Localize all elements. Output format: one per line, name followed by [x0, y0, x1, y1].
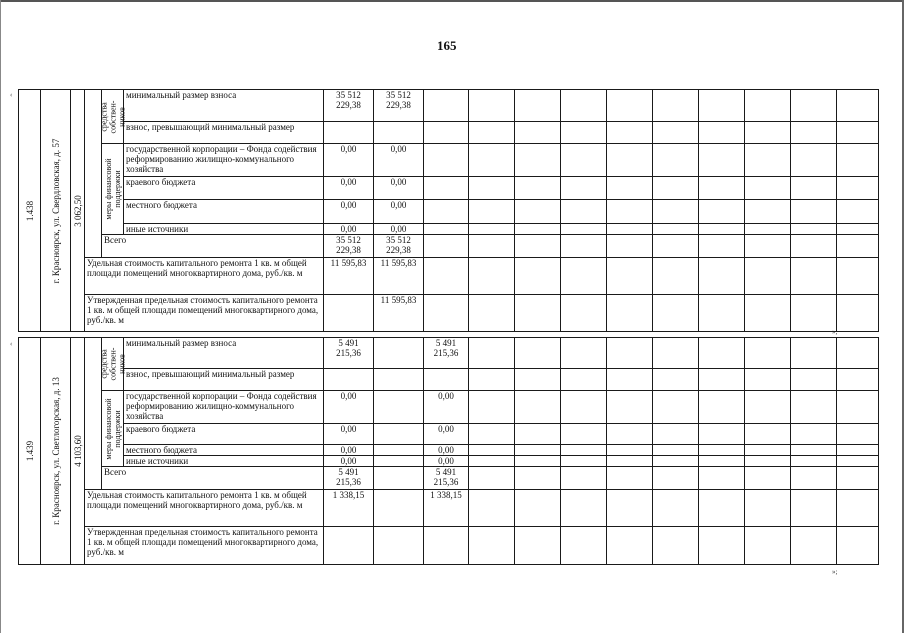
label-unit-cost: Удельная стоимость капитального ремонта 1 кв. м общей площади помещений многоквартирного дома, руб./кв. м [85, 490, 324, 527]
value-cell [424, 224, 469, 235]
area-cell [71, 90, 85, 332]
value-cell: 0,00 [424, 456, 469, 467]
empty-cell [561, 258, 607, 295]
empty-cell [791, 445, 837, 456]
empty-cell [561, 527, 607, 565]
value-cell: 35 512 229,38 [374, 235, 424, 258]
empty-cell [469, 445, 515, 456]
empty-cell [469, 467, 515, 490]
empty-cell [699, 445, 745, 456]
empty-cell [745, 391, 791, 424]
label-limit-cost: Утвержденная предельная стоимость капитального ремонта 1 кв. м общей площади помещений многоквартирного дома, руб./кв. м [85, 527, 324, 565]
empty-cell [791, 338, 837, 369]
value-cell: 0,00 [374, 200, 424, 224]
value-cell: 0,00 [374, 177, 424, 200]
empty-cell [699, 527, 745, 565]
value-cell: 1 338,15 [424, 490, 469, 527]
value-cell: 0,00 [324, 224, 374, 235]
value-cell: 0,00 [424, 391, 469, 424]
empty-cell [699, 90, 745, 122]
empty-cell [837, 90, 879, 122]
row-number-cell [19, 90, 41, 332]
empty-cell [607, 527, 653, 565]
empty-cell [699, 490, 745, 527]
empty-cell [561, 122, 607, 144]
empty-cell [561, 295, 607, 332]
empty-cell [837, 200, 879, 224]
empty-cell [469, 369, 515, 391]
value-cell: 0,00 [324, 391, 374, 424]
label-unit-cost: Удельная стоимость капитального ремонта 1 кв. м общей площади помещений многоквартирного дома, руб./кв. м [85, 258, 324, 295]
value-cell: 11 595,83 [324, 258, 374, 295]
empty-cell [607, 224, 653, 235]
value-cell: 0,00 [324, 445, 374, 456]
margin-mark-mid-right: »; [832, 328, 838, 336]
empty-cell [745, 338, 791, 369]
empty-cell [561, 467, 607, 490]
empty-cell [699, 456, 745, 467]
empty-cell [607, 200, 653, 224]
empty-cell [699, 144, 745, 177]
empty-cell [561, 391, 607, 424]
own-funds-group [99, 338, 126, 391]
empty-cell [653, 258, 699, 295]
value-cell [374, 391, 424, 424]
value-cell [424, 295, 469, 332]
empty-cell [653, 338, 699, 369]
empty-cell [515, 391, 561, 424]
value-cell: 0,00 [324, 144, 374, 177]
scan-edge-top [0, 0, 904, 2]
empty-cell [699, 258, 745, 295]
total-area: 3 062,50 [72, 194, 83, 227]
support-label: меры финансовой поддержки [103, 158, 122, 220]
empty-cell [699, 338, 745, 369]
empty-cell [791, 490, 837, 527]
empty-cell [469, 424, 515, 445]
value-cell [324, 527, 374, 565]
value-cell: 0,00 [324, 424, 374, 445]
address-cell [41, 90, 71, 332]
empty-cell [469, 338, 515, 369]
value-cell [374, 490, 424, 527]
empty-cell [791, 295, 837, 332]
empty-cell [837, 456, 879, 467]
empty-cell [699, 369, 745, 391]
page-number: 165 [437, 38, 457, 53]
own-funds-label: средства собствен-ников [99, 100, 126, 133]
empty-cell [699, 224, 745, 235]
area-cell [71, 338, 85, 565]
house-address: г. Красноярск, ул. Светлогорская, д. 13 [50, 377, 61, 525]
empty-cell [607, 445, 653, 456]
empty-cell [837, 527, 879, 565]
value-cell [424, 122, 469, 144]
scan-edge-left [0, 0, 1, 633]
margin-mark-mid-left: ‹ [10, 340, 13, 348]
empty-cell [791, 122, 837, 144]
value-cell [424, 258, 469, 295]
value-cell: 5 491 215,36 [324, 467, 374, 490]
empty-cell [837, 467, 879, 490]
empty-cell [653, 295, 699, 332]
label-min-contribution: минимальный размер взноса [124, 90, 324, 122]
empty-cell [607, 391, 653, 424]
empty-cell [653, 90, 699, 122]
own-funds-group [99, 90, 126, 144]
empty-cell [791, 200, 837, 224]
margin-mark-top-left: ‹ [10, 91, 13, 99]
empty-cell [699, 467, 745, 490]
label-other: иные источники [124, 456, 324, 467]
value-cell: 35 512 229,38 [324, 90, 374, 122]
empty-cell [515, 445, 561, 456]
value-cell [374, 338, 424, 369]
empty-cell [745, 456, 791, 467]
support-group [102, 391, 124, 467]
empty-cell [469, 456, 515, 467]
empty-cell [837, 144, 879, 177]
value-cell: 35 512 229,38 [324, 235, 374, 258]
empty-cell [607, 144, 653, 177]
value-cell: 5 491 215,36 [424, 338, 469, 369]
empty-cell [607, 90, 653, 122]
empty-cell [791, 235, 837, 258]
empty-cell [515, 177, 561, 200]
empty-cell [745, 467, 791, 490]
empty-cell [791, 144, 837, 177]
value-cell: 11 595,83 [374, 295, 424, 332]
empty-cell [561, 144, 607, 177]
empty-cell [607, 338, 653, 369]
empty-cell [745, 177, 791, 200]
empty-cell [561, 445, 607, 456]
housing-table-1-439 [18, 337, 879, 565]
empty-cell [515, 122, 561, 144]
empty-cell [607, 295, 653, 332]
empty-cell [837, 338, 879, 369]
empty-cell [653, 235, 699, 258]
empty-cell [745, 122, 791, 144]
empty-cell [653, 224, 699, 235]
value-cell [324, 369, 374, 391]
value-cell: 35 512 229,38 [374, 90, 424, 122]
label-over-min: взнос, превышающий минимальный размер [124, 369, 324, 391]
empty-cell [837, 424, 879, 445]
value-cell [424, 527, 469, 565]
empty-cell [837, 295, 879, 332]
empty-cell [791, 369, 837, 391]
empty-cell [699, 122, 745, 144]
empty-cell [469, 200, 515, 224]
value-cell [424, 369, 469, 391]
empty-cell [653, 177, 699, 200]
value-cell [374, 122, 424, 144]
empty-cell [745, 90, 791, 122]
empty-cell [515, 424, 561, 445]
value-cell: 0,00 [424, 424, 469, 445]
empty-cell [745, 235, 791, 258]
empty-cell [469, 224, 515, 235]
empty-cell [469, 90, 515, 122]
value-cell: 0,00 [324, 200, 374, 224]
label-local: местного бюджета [124, 445, 324, 456]
value-cell: 0,00 [374, 224, 424, 235]
value-cell [374, 456, 424, 467]
empty-cell [607, 424, 653, 445]
empty-cell [515, 200, 561, 224]
value-cell: 5 491 215,36 [324, 338, 374, 369]
value-cell: 0,00 [424, 445, 469, 456]
empty-cell [837, 177, 879, 200]
empty-cell [745, 258, 791, 295]
empty-cell [469, 490, 515, 527]
empty-cell [837, 490, 879, 527]
empty-cell [561, 200, 607, 224]
empty-cell [837, 224, 879, 235]
value-cell [424, 144, 469, 177]
empty-cell [561, 235, 607, 258]
empty-cell [653, 456, 699, 467]
value-cell: 11 595,83 [374, 258, 424, 295]
empty-cell [515, 295, 561, 332]
own-funds-label: средства собствен-ников [99, 347, 126, 381]
empty-cell [607, 490, 653, 527]
empty-cell [561, 224, 607, 235]
empty-cell [469, 258, 515, 295]
label-over-min: взнос, превышающий минимальный размер [124, 122, 324, 144]
label-local: местного бюджета [124, 200, 324, 224]
empty-cell [515, 527, 561, 565]
empty-cell [469, 122, 515, 144]
empty-cell [469, 177, 515, 200]
empty-cell [607, 235, 653, 258]
empty-cell [515, 258, 561, 295]
empty-cell [561, 424, 607, 445]
empty-cell [791, 424, 837, 445]
empty-cell [745, 490, 791, 527]
empty-cell [699, 200, 745, 224]
empty-cell [653, 200, 699, 224]
empty-cell [791, 177, 837, 200]
empty-cell [561, 369, 607, 391]
empty-cell [837, 122, 879, 144]
empty-cell [607, 258, 653, 295]
empty-cell [607, 456, 653, 467]
empty-cell [515, 90, 561, 122]
empty-cell [561, 338, 607, 369]
empty-cell [653, 369, 699, 391]
value-cell [374, 424, 424, 445]
label-limit-cost: Утвержденная предельная стоимость капитального ремонта 1 кв. м общей площади помещений многоквартирного дома, руб./кв. м [85, 295, 324, 332]
value-cell [374, 369, 424, 391]
value-cell: 0,00 [324, 456, 374, 467]
empty-cell [561, 90, 607, 122]
empty-cell [653, 467, 699, 490]
empty-cell [745, 424, 791, 445]
empty-cell [745, 144, 791, 177]
empty-cell [837, 235, 879, 258]
value-cell: 0,00 [374, 144, 424, 177]
empty-cell [699, 424, 745, 445]
empty-cell [515, 456, 561, 467]
label-fund: государственной корпорации – Фонда содействия реформированию жилищно-коммунального хозяйства [124, 391, 324, 424]
empty-cell [837, 391, 879, 424]
total-area: 4 103,60 [72, 435, 83, 467]
empty-cell [745, 445, 791, 456]
value-cell [424, 235, 469, 258]
empty-cell [469, 295, 515, 332]
empty-cell [699, 391, 745, 424]
empty-cell [745, 369, 791, 391]
empty-cell [653, 122, 699, 144]
empty-cell [469, 391, 515, 424]
label-regional: краевого бюджета [124, 424, 324, 445]
empty-cell [561, 490, 607, 527]
empty-cell [515, 490, 561, 527]
label-other: иные источники [124, 224, 324, 235]
empty-cell [699, 295, 745, 332]
row-number: 1.439 [24, 440, 35, 462]
empty-cell [791, 456, 837, 467]
value-cell [374, 527, 424, 565]
empty-cell [653, 490, 699, 527]
support-label: меры финансовой поддержки [103, 397, 122, 460]
empty-cell [699, 235, 745, 258]
margin-mark-bottom-right: »; [832, 568, 838, 576]
empty-cell [515, 144, 561, 177]
empty-cell [607, 369, 653, 391]
label-fund: государственной корпорации – Фонда содействия реформированию жилищно-коммунального хозяйства [124, 144, 324, 177]
empty-cell [791, 467, 837, 490]
empty-cell [469, 235, 515, 258]
empty-cell [561, 456, 607, 467]
empty-cell [653, 424, 699, 445]
label-min-contribution: минимальный размер взноса [124, 338, 324, 369]
empty-cell [607, 467, 653, 490]
value-cell [424, 177, 469, 200]
value-cell: 0,00 [324, 177, 374, 200]
empty-cell [837, 369, 879, 391]
empty-cell [653, 144, 699, 177]
empty-cell [745, 527, 791, 565]
label-regional: краевого бюджета [124, 177, 324, 200]
empty-cell [607, 177, 653, 200]
empty-cell [837, 258, 879, 295]
support-group [102, 144, 124, 235]
value-cell [374, 467, 424, 490]
value-cell [424, 90, 469, 122]
empty-cell [699, 177, 745, 200]
empty-cell [607, 122, 653, 144]
empty-cell [515, 338, 561, 369]
empty-cell [791, 258, 837, 295]
row-number: 1.438 [24, 200, 35, 221]
housing-table-1-438 [18, 89, 879, 332]
address-cell [41, 338, 71, 565]
empty-cell [837, 445, 879, 456]
value-cell: 5 491 215,36 [424, 467, 469, 490]
empty-cell [791, 391, 837, 424]
label-total: Всего [102, 467, 324, 490]
empty-cell [653, 445, 699, 456]
empty-cell [515, 369, 561, 391]
empty-cell [515, 467, 561, 490]
empty-cell [653, 527, 699, 565]
value-cell: 1 338,15 [324, 490, 374, 527]
empty-cell [469, 527, 515, 565]
empty-cell [561, 177, 607, 200]
house-address: г. Красноярск, ул. Свердловская, д. 57 [50, 138, 61, 283]
empty-cell [745, 200, 791, 224]
value-cell [424, 200, 469, 224]
value-cell [374, 445, 424, 456]
empty-cell [791, 90, 837, 122]
empty-cell [791, 527, 837, 565]
empty-cell [745, 295, 791, 332]
value-cell [324, 122, 374, 144]
value-cell [324, 295, 374, 332]
label-total: Всего [102, 235, 324, 258]
empty-cell [469, 144, 515, 177]
empty-cell [653, 391, 699, 424]
empty-cell [515, 235, 561, 258]
empty-cell [791, 224, 837, 235]
empty-cell [745, 224, 791, 235]
row-number-cell [19, 338, 41, 565]
empty-cell [515, 224, 561, 235]
